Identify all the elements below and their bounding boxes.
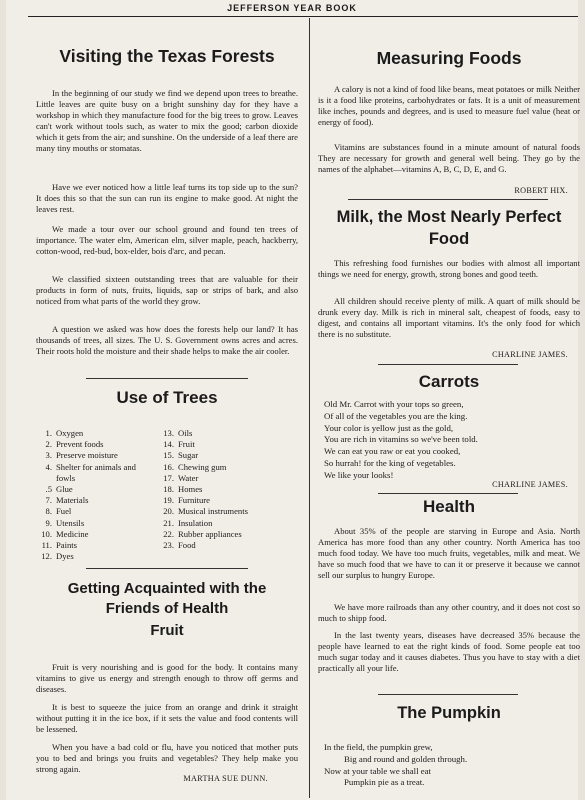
list-item: 7. Materials xyxy=(45,495,89,506)
divider xyxy=(378,694,518,695)
poem-line: We can eat you raw or eat you cooked, xyxy=(324,446,461,457)
health-paragraph-2: We have more railroads than any other country, and it does not cost so much to shipp food. xyxy=(318,602,580,623)
carrots-poem xyxy=(324,399,478,482)
fruit-paragraph-3: When you have a bad cold or flu, have you noticed that mother puts you to bed and brings you fruits and vegetables? They help make you strong again. xyxy=(36,742,298,774)
list-item: 11. Paints xyxy=(41,540,78,551)
list-item: 13. Oils xyxy=(163,428,193,438)
list-item: 20. Musical instruments xyxy=(163,506,248,517)
poem-line: In the field, the pumpkin grew, xyxy=(324,742,433,752)
list-item: 12. Dyes xyxy=(41,551,74,562)
list-item: 3. Preserve moisture xyxy=(45,450,118,461)
forests-paragraph-2: Have we ever noticed how a little leaf turns its top side up to the sun? It does this so that the sun can run its engine to make good. At night the leaves rest. xyxy=(36,182,298,214)
carrots-title: Carrots xyxy=(418,372,480,391)
column-rule xyxy=(309,18,310,798)
list-item: 15. Sugar xyxy=(163,450,199,461)
measuring-paragraph-2: Vitamins are substances found in a minute amount of natural foods They are necessary for growth and general well being. They go by the names of the alphabet—vitamins A, B, C, D, E, and G. xyxy=(318,142,580,174)
page xyxy=(6,0,578,800)
poem-line: Now at your table we shall eat xyxy=(324,765,431,776)
fruit-signature: MARTHA SUE DUNN. xyxy=(183,774,268,783)
divider xyxy=(378,493,518,494)
health-paragraph-1: About 35% of the people are starving in Europe and Asia. North America has more food than any other country. North America has too much food today. We have too much fruits, vegetables, milk and meat. We have so much food that we have to can it or preserve it because we cannot sell our surplus to hungry Europe. xyxy=(318,526,580,580)
fruit-title-line-2: Friends of Health xyxy=(105,600,229,617)
poem-line: Pumpkin pie as a treat. xyxy=(344,777,425,788)
fruit-paragraph-1: Fruit is very nourishing and is good for the body. It contains many vitamins to give us energy and strength enough to throw off germs and diseases. xyxy=(36,662,298,694)
health-title: Health xyxy=(423,497,475,516)
list-item: 10. Medicine xyxy=(41,528,89,539)
list-item: .5 Glue xyxy=(45,484,73,495)
fruit-paragraph-2: It is best to squeeze the juice from an orange and drink it straight without putting it in the ice box, if it sets the value and food contents will be lessened. xyxy=(36,702,298,734)
list-item: 17. Water xyxy=(163,472,199,483)
measuring-title: Measuring Foods xyxy=(376,48,522,68)
list-item: 2. Prevent foods xyxy=(45,439,104,450)
list-item: 1. Oxygen xyxy=(45,428,84,438)
uses-list-col1 xyxy=(36,428,136,562)
uses-list-col2 xyxy=(158,428,248,551)
poem-line: Your color is yellow just as the gold, xyxy=(324,422,454,433)
forests-paragraph-3: We made a tour over our school ground and found ten trees of importance. The water elm, American elm, silver maple, peach, hackberry, cotton-wood, red-bud, box-elder, bois d'arc, and pecan. xyxy=(36,224,298,256)
forests-paragraph-1: In the beginning of our study we find we depend upon trees to breathe. Little leaves are quite busy on a bright sunshiny day for they have a workshop in which they manufacture food for the big trees to grow. Leaves can't work without tools such, as water to mix the good; carbon dioxide which it gets from the air; and sunshine. On the underside of a leaf there are many tiny mouths or stomatas. xyxy=(36,88,298,153)
running-head: JEFFERSON YEAR BOOK xyxy=(227,3,357,13)
list-item: 16. Chewing gum xyxy=(163,461,227,472)
health-paragraph-3: In the last twenty years, diseases have decreased 35% because the people have learned to eat the right kinds of food. Some people eat too much sugar today and it causes diabetes. Thus you have to stay with a diet practically all your life. xyxy=(318,630,580,673)
poem-line: Of all of the vegetables you are the king. xyxy=(324,410,468,421)
forests-paragraph-5: A question we asked was how does the forests help our land? It has thousands of trees, all sizes. The U. S. Government owns acres and acres. Their roots hold the moisture and their shade helps to make the air cooler. xyxy=(36,324,298,356)
list-item: 8. Fuel xyxy=(45,506,72,517)
uses-title: Use of Trees xyxy=(116,388,218,407)
list-item: 9. Utensils xyxy=(45,517,85,528)
list-item: 21. Insulation xyxy=(163,517,213,528)
milk-title-line-2: Food xyxy=(428,230,470,248)
list-item: 19. Furniture xyxy=(163,495,210,506)
fruit-title-line-3: Fruit xyxy=(150,622,184,639)
milk-paragraph-1: This refreshing food furnishes our bodies with almost all important things we need for energy, growth, strong bones and good teeth. xyxy=(318,258,580,279)
divider xyxy=(348,199,548,200)
poem-line: We like your looks! xyxy=(324,469,394,480)
list-item: 22. Rubber appliances xyxy=(163,528,242,539)
header-rule xyxy=(28,16,578,17)
list-item: 18. Homes xyxy=(163,484,203,495)
divider xyxy=(86,568,248,569)
list-item: fowls xyxy=(56,472,76,483)
list-item: 14. Fruit xyxy=(163,439,195,450)
milk-paragraph-2: All children should receive plenty of milk. A quart of milk should be drunk every day. Milk is rich in mineral salt, cheapest of foods, easy to digest, and contains all important vitamins. It's the only food for which there is no substitute. xyxy=(318,296,580,339)
milk-signature: CHARLINE JAMES. xyxy=(492,350,568,359)
milk-title-line-1: Milk, the Most Nearly Perfect xyxy=(336,208,562,226)
pumpkin-poem xyxy=(324,742,467,789)
fruit-title-line-1: Getting Acquainted with the xyxy=(67,580,267,597)
list-item: 23. Food xyxy=(163,540,196,551)
pumpkin-title: The Pumpkin xyxy=(397,704,501,722)
divider xyxy=(378,364,518,365)
measuring-paragraph-1: A calory is not a kind of food like beans, meat potatoes or milk Neither is it a food like proteins, carbohydrates or fats. It is a unit of measurement like inches, pounds and degrees, and is used to measure fuel value (heat or energy of food). xyxy=(318,84,580,127)
poem-line: You are rich in vitamins so we've been told. xyxy=(324,434,478,445)
measuring-signature: ROBERT HIX. xyxy=(514,186,568,195)
divider xyxy=(86,378,248,379)
poem-line: Old Mr. Carrot with your tops so green, xyxy=(324,399,464,409)
poem-line: Big and round and golden through. xyxy=(344,753,468,764)
carrots-signature: CHARLINE JAMES. xyxy=(492,480,568,489)
poem-line: So hurrah! for the king of vegetables. xyxy=(324,457,456,468)
forests-title: Visiting the Texas Forests xyxy=(59,46,275,66)
forests-paragraph-4: We classified sixteen outstanding trees that are valuable for their products in form of nuts, fruits, liquids, sap or strips of bark, and also noticed from what parts of the world they grow. xyxy=(36,274,298,306)
list-item: 4. Shelter for animals and xyxy=(45,461,136,472)
